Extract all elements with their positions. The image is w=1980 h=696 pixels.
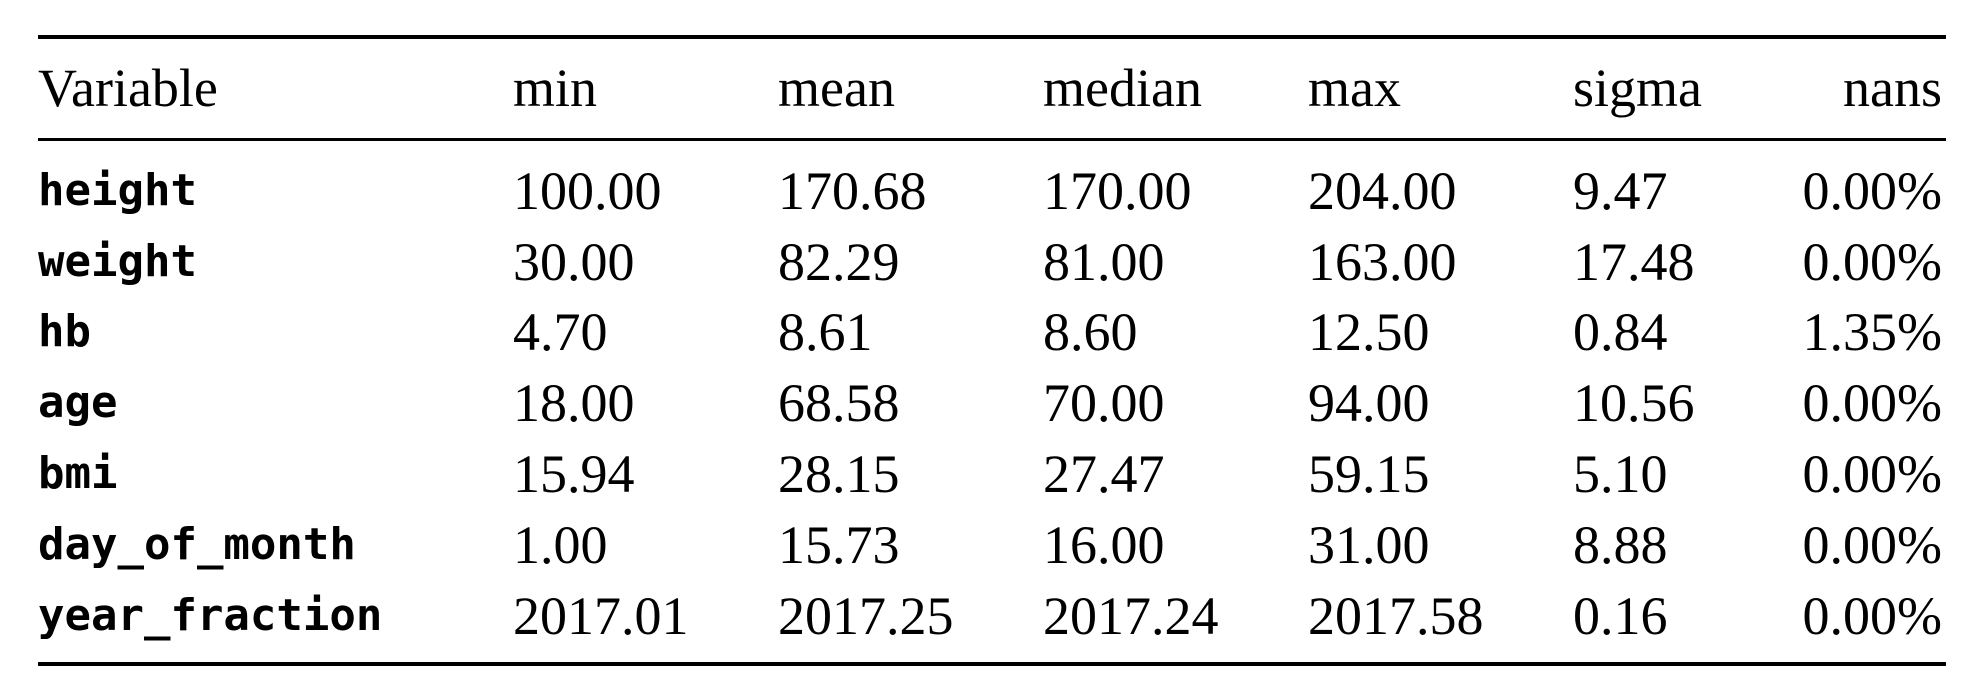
- table-row: [0, 584, 1980, 648]
- table-row: [0, 442, 1980, 506]
- cell-min: 18.00: [513, 373, 635, 433]
- cell-nans: 1.35%: [1802, 302, 1942, 362]
- cell-sigma: 0.16: [1573, 586, 1668, 646]
- cell-min: 4.70: [513, 302, 608, 362]
- header-min: min: [513, 58, 598, 118]
- cell-nans: 0.00%: [1802, 586, 1942, 646]
- table-header-row: [0, 56, 1980, 120]
- cell-median: 2017.24: [1043, 586, 1219, 646]
- cell-min: 100.00: [513, 161, 662, 221]
- header-median: median: [1043, 58, 1202, 118]
- cell-variable: age: [38, 377, 118, 428]
- cell-variable: weight: [38, 236, 197, 287]
- table-header-rule: [38, 138, 1946, 141]
- cell-max: 31.00: [1308, 515, 1430, 575]
- cell-variable: day_of_month: [38, 519, 356, 570]
- cell-median: 27.47: [1043, 444, 1165, 504]
- cell-min: 2017.01: [513, 586, 689, 646]
- cell-max: 204.00: [1308, 161, 1457, 221]
- cell-max: 163.00: [1308, 232, 1457, 292]
- cell-mean: 15.73: [778, 515, 900, 575]
- cell-variable: year_fraction: [38, 590, 383, 641]
- cell-max: 2017.58: [1308, 586, 1484, 646]
- cell-max: 59.15: [1308, 444, 1430, 504]
- cell-max: 12.50: [1308, 302, 1430, 362]
- table-row: [0, 371, 1980, 435]
- cell-max: 94.00: [1308, 373, 1430, 433]
- cell-nans: 0.00%: [1802, 515, 1942, 575]
- cell-mean: 170.68: [778, 161, 927, 221]
- cell-nans: 0.00%: [1802, 232, 1942, 292]
- cell-mean: 28.15: [778, 444, 900, 504]
- cell-mean: 8.61: [778, 302, 873, 362]
- header-max: max: [1308, 58, 1401, 118]
- cell-sigma: 5.10: [1573, 444, 1668, 504]
- cell-nans: 0.00%: [1802, 161, 1942, 221]
- table-row: [0, 159, 1980, 223]
- cell-median: 8.60: [1043, 302, 1138, 362]
- table-bottom-rule: [38, 662, 1946, 666]
- header-variable: Variable: [38, 58, 218, 118]
- cell-sigma: 8.88: [1573, 515, 1668, 575]
- cell-median: 16.00: [1043, 515, 1165, 575]
- cell-variable: bmi: [38, 448, 118, 499]
- header-nans: nans: [1843, 58, 1942, 118]
- table-top-rule: [38, 35, 1946, 39]
- cell-sigma: 9.47: [1573, 161, 1668, 221]
- cell-mean: 82.29: [778, 232, 900, 292]
- cell-median: 70.00: [1043, 373, 1165, 433]
- header-sigma: sigma: [1573, 58, 1702, 118]
- cell-nans: 0.00%: [1802, 444, 1942, 504]
- cell-mean: 68.58: [778, 373, 900, 433]
- cell-mean: 2017.25: [778, 586, 954, 646]
- table-row: [0, 513, 1980, 577]
- cell-variable: height: [38, 165, 197, 216]
- cell-variable: hb: [38, 306, 91, 357]
- cell-median: 81.00: [1043, 232, 1165, 292]
- cell-min: 30.00: [513, 232, 635, 292]
- header-mean: mean: [778, 58, 895, 118]
- cell-sigma: 10.56: [1573, 373, 1695, 433]
- cell-min: 1.00: [513, 515, 608, 575]
- cell-sigma: 0.84: [1573, 302, 1668, 362]
- table-row: [0, 230, 1980, 294]
- cell-min: 15.94: [513, 444, 635, 504]
- cell-median: 170.00: [1043, 161, 1192, 221]
- table-row: [0, 300, 1980, 364]
- cell-sigma: 17.48: [1573, 232, 1695, 292]
- cell-nans: 0.00%: [1802, 373, 1942, 433]
